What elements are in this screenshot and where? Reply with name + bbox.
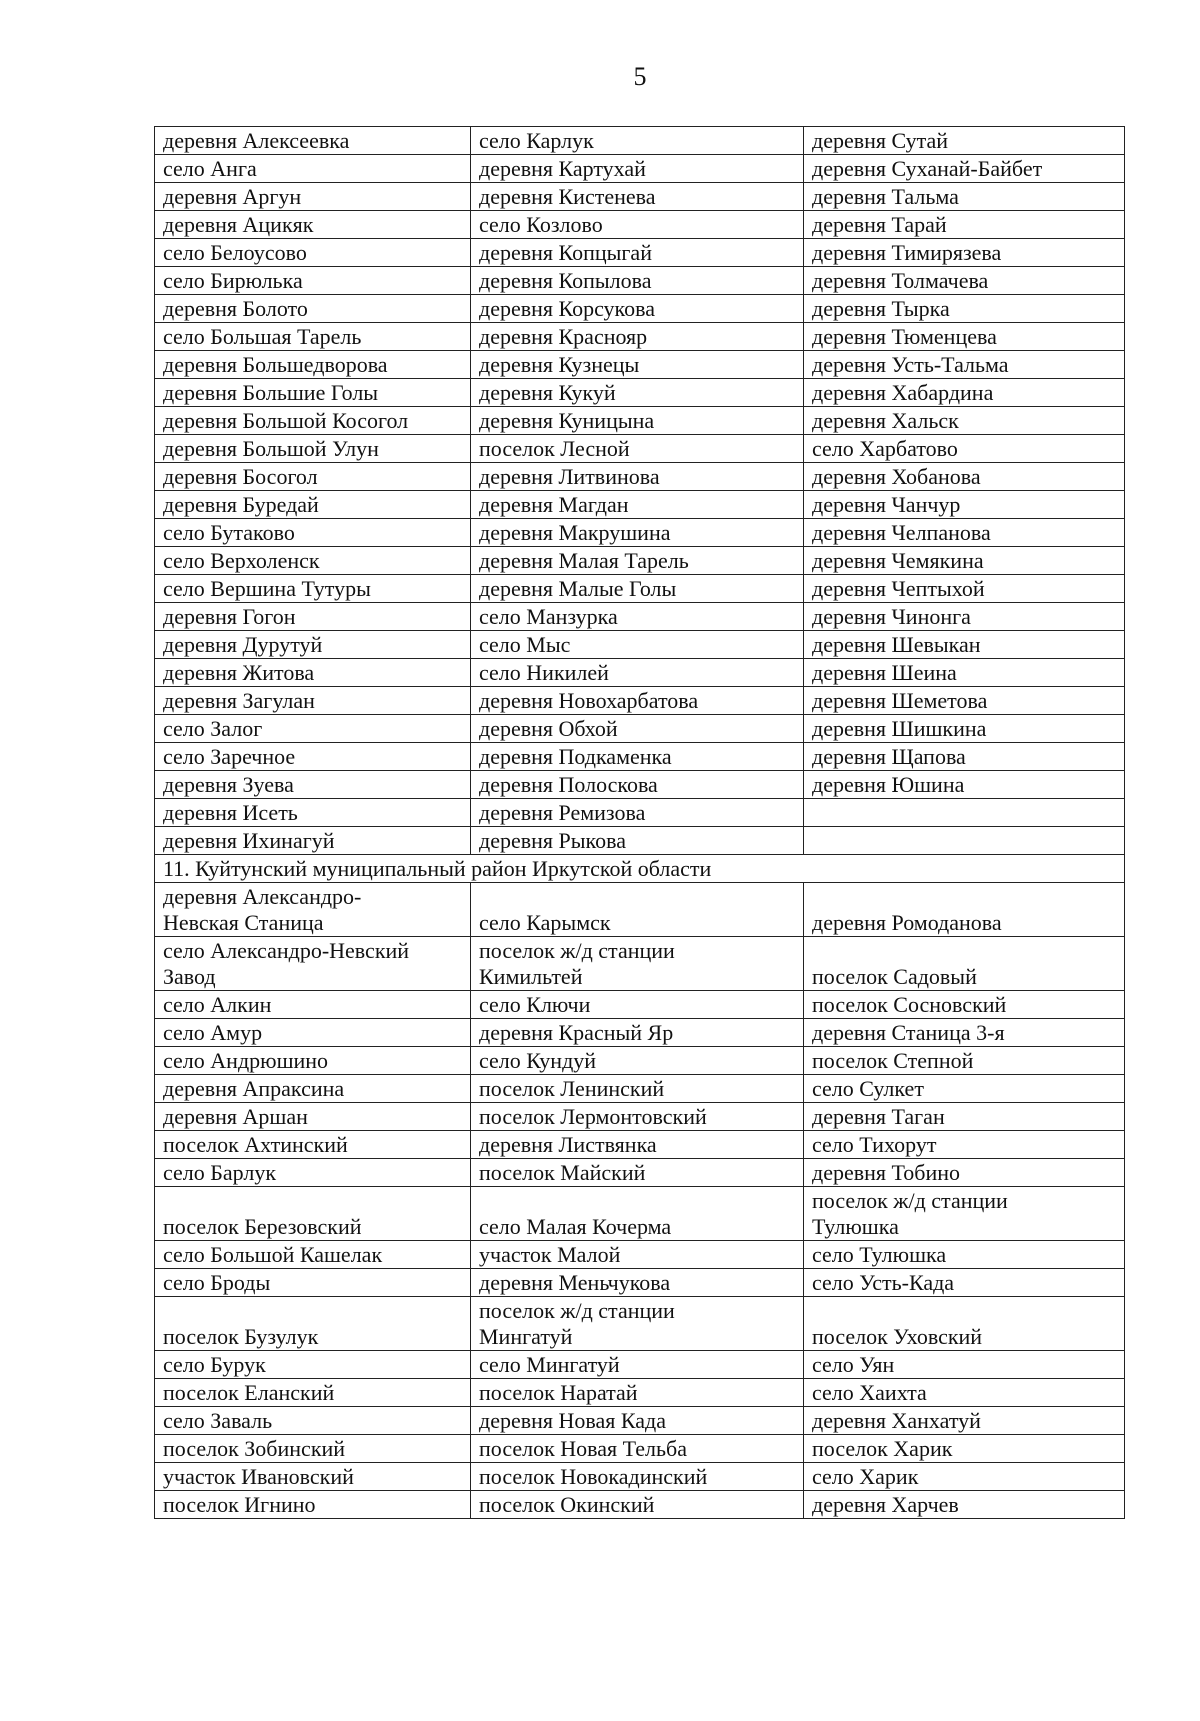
- table-cell: деревня Болото: [155, 295, 471, 323]
- table-cell: деревня Корсукова: [471, 295, 804, 323]
- table-cell: село Хаихта: [804, 1379, 1125, 1407]
- table-row: [155, 435, 1125, 463]
- table-row: [155, 883, 1125, 937]
- table-row: [155, 603, 1125, 631]
- table-cell: деревня Таган: [804, 1103, 1125, 1131]
- table-cell: деревня Хальск: [804, 407, 1125, 435]
- table-cell: поселок Игнино: [155, 1491, 471, 1519]
- table-row: [155, 1131, 1125, 1159]
- table-cell: село Барлук: [155, 1159, 471, 1187]
- table-row: [155, 631, 1125, 659]
- table-cell: деревня Суханай-Байбет: [804, 155, 1125, 183]
- table-cell: деревня Красный Яр: [471, 1019, 804, 1047]
- table-cell: деревня Дурутуй: [155, 631, 471, 659]
- table-cell: участок Малой: [471, 1241, 804, 1269]
- table-row: [155, 323, 1125, 351]
- page-number: 5: [633, 62, 647, 91]
- table-cell: деревня Толмачева: [804, 267, 1125, 295]
- table-cell: поселок Харик: [804, 1435, 1125, 1463]
- table-cell: деревня Шишкина: [804, 715, 1125, 743]
- table-cell: деревня Юшина: [804, 771, 1125, 799]
- section-heading-row: [155, 855, 1125, 883]
- table-row: [155, 351, 1125, 379]
- table-cell: деревня Магдан: [471, 491, 804, 519]
- table-cell: село Никилей: [471, 659, 804, 687]
- table-cell: село Ключи: [471, 991, 804, 1019]
- table-cell: поселок Бузулук: [155, 1297, 471, 1351]
- table-cell: деревня Чинонга: [804, 603, 1125, 631]
- table-cell: село Манзурка: [471, 603, 804, 631]
- table-row: [155, 1379, 1125, 1407]
- table-cell: поселок ж/д станции Кимильтей: [471, 937, 804, 991]
- table-cell: село Броды: [155, 1269, 471, 1297]
- table-cell: деревня Щапова: [804, 743, 1125, 771]
- table-row: [155, 1187, 1125, 1241]
- table-cell: поселок Уховский: [804, 1297, 1125, 1351]
- table-cell: поселок Березовский: [155, 1187, 471, 1241]
- table-cell: село Карымск: [471, 883, 804, 937]
- table-row: [155, 407, 1125, 435]
- table-cell: деревня Ацикяк: [155, 211, 471, 239]
- table-cell: поселок Садовый: [804, 937, 1125, 991]
- table-row: [155, 295, 1125, 323]
- table-row: [155, 1269, 1125, 1297]
- table-row: [155, 1491, 1125, 1519]
- table-cell: поселок Лермонтовский: [471, 1103, 804, 1131]
- table-cell: село Бутаково: [155, 519, 471, 547]
- table-row: [155, 239, 1125, 267]
- table-cell: село Алкин: [155, 991, 471, 1019]
- table-cell: село Александро-Невский Завод: [155, 937, 471, 991]
- table-cell: деревня Ихинагуй: [155, 827, 471, 855]
- table-cell: [804, 827, 1125, 855]
- table-cell: село Заваль: [155, 1407, 471, 1435]
- table-cell: деревня Подкаменка: [471, 743, 804, 771]
- table-row: [155, 463, 1125, 491]
- table-cell: деревня Тарай: [804, 211, 1125, 239]
- table-row: [155, 1435, 1125, 1463]
- table-cell: поселок ж/д станции Тулюшка: [804, 1187, 1125, 1241]
- table-cell: село Залог: [155, 715, 471, 743]
- table-cell: деревня Хобанова: [804, 463, 1125, 491]
- table-cell: село Малая Кочерма: [471, 1187, 804, 1241]
- table-cell: поселок Зобинский: [155, 1435, 471, 1463]
- table-cell: деревня Рыкова: [471, 827, 804, 855]
- table-cell: деревня Житова: [155, 659, 471, 687]
- table-row: [155, 491, 1125, 519]
- table-cell: поселок Ахтинский: [155, 1131, 471, 1159]
- table-cell: деревня Обхой: [471, 715, 804, 743]
- table-cell: село Верхоленск: [155, 547, 471, 575]
- table-row: [155, 1407, 1125, 1435]
- table-row: [155, 991, 1125, 1019]
- table-cell: село Бурук: [155, 1351, 471, 1379]
- table-row: [155, 211, 1125, 239]
- table-cell: [804, 799, 1125, 827]
- table-cell: деревня Шевыкан: [804, 631, 1125, 659]
- table-cell: деревня Полоскова: [471, 771, 804, 799]
- table-cell: село Большая Тарель: [155, 323, 471, 351]
- table-cell: деревня Харчев: [804, 1491, 1125, 1519]
- table-cell: деревня Макрушина: [471, 519, 804, 547]
- table-cell: деревня Челпанова: [804, 519, 1125, 547]
- table-row: [155, 715, 1125, 743]
- table-cell: деревня Тальма: [804, 183, 1125, 211]
- table-cell: село Амур: [155, 1019, 471, 1047]
- table-cell: деревня Ханхатуй: [804, 1407, 1125, 1435]
- table-row: [155, 155, 1125, 183]
- table-cell: деревня Большой Косогол: [155, 407, 471, 435]
- table-cell: село Усть-Када: [804, 1269, 1125, 1297]
- table-cell: деревня Шеметова: [804, 687, 1125, 715]
- table-cell: деревня Литвинова: [471, 463, 804, 491]
- table-cell: деревня Тобино: [804, 1159, 1125, 1187]
- table-cell: деревня Копылова: [471, 267, 804, 295]
- table-cell: деревня Ремизова: [471, 799, 804, 827]
- table-cell: село Кундуй: [471, 1047, 804, 1075]
- table-cell: деревня Тырка: [804, 295, 1125, 323]
- table-row: [155, 659, 1125, 687]
- table-row: [155, 1019, 1125, 1047]
- table-cell: село Сулкет: [804, 1075, 1125, 1103]
- table-row: [155, 575, 1125, 603]
- table-row: [155, 1297, 1125, 1351]
- table-row: [155, 547, 1125, 575]
- table-row: [155, 1047, 1125, 1075]
- table-cell: село Андрюшино: [155, 1047, 471, 1075]
- section-heading: 11. Куйтунский муниципальный район Иркутской области: [155, 855, 1125, 883]
- table-cell: поселок Сосновский: [804, 991, 1125, 1019]
- table-cell: деревня Листвянка: [471, 1131, 804, 1159]
- table-cell: деревня Чемякина: [804, 547, 1125, 575]
- settlements-table: [154, 126, 1125, 1519]
- table-cell: село Уян: [804, 1351, 1125, 1379]
- table-cell: поселок Окинский: [471, 1491, 804, 1519]
- table-cell: деревня Шеина: [804, 659, 1125, 687]
- table-cell: деревня Куницына: [471, 407, 804, 435]
- table-row: [155, 1241, 1125, 1269]
- table-part-2: [155, 883, 1125, 1519]
- table-cell: село Мыс: [471, 631, 804, 659]
- table-cell: деревня Буредай: [155, 491, 471, 519]
- table-cell: деревня Краснояр: [471, 323, 804, 351]
- table-cell: деревня Алексеевка: [155, 127, 471, 155]
- table-row: [155, 1351, 1125, 1379]
- table-row: [155, 1159, 1125, 1187]
- table-cell: деревня Ромоданова: [804, 883, 1125, 937]
- table-cell: деревня Картухай: [471, 155, 804, 183]
- table-cell: село Анга: [155, 155, 471, 183]
- table-cell: деревня Кистенева: [471, 183, 804, 211]
- table-row: [155, 1463, 1125, 1491]
- table-cell: деревня Большедворова: [155, 351, 471, 379]
- table-row: [155, 1075, 1125, 1103]
- table-cell: деревня Чанчур: [804, 491, 1125, 519]
- table-row: [155, 1103, 1125, 1131]
- table-part-1: [155, 127, 1125, 855]
- table-row: [155, 799, 1125, 827]
- table-row: [155, 687, 1125, 715]
- table-cell: поселок Еланский: [155, 1379, 471, 1407]
- table-cell: деревня Копцыгай: [471, 239, 804, 267]
- table-cell: поселок Степной: [804, 1047, 1125, 1075]
- table-cell: деревня Малые Голы: [471, 575, 804, 603]
- table-section-heading-group: [155, 855, 1125, 883]
- table-cell: село Харик: [804, 1463, 1125, 1491]
- table-cell: деревня Станица 3-я: [804, 1019, 1125, 1047]
- table-cell: поселок ж/д станции Мингатуй: [471, 1297, 804, 1351]
- table-cell: деревня Босогол: [155, 463, 471, 491]
- table-cell: деревня Хабардина: [804, 379, 1125, 407]
- table-cell: село Тихорут: [804, 1131, 1125, 1159]
- table-cell: село Мингатуй: [471, 1351, 804, 1379]
- table-cell: деревня Загулан: [155, 687, 471, 715]
- table-row: [155, 827, 1125, 855]
- table-row: [155, 771, 1125, 799]
- table-cell: деревня Тюменцева: [804, 323, 1125, 351]
- table-cell: деревня Апраксина: [155, 1075, 471, 1103]
- table-cell: село Белоусово: [155, 239, 471, 267]
- table-cell: деревня Большие Голы: [155, 379, 471, 407]
- table-cell: поселок Ленинский: [471, 1075, 804, 1103]
- table-cell: деревня Александро- Невская Станица: [155, 883, 471, 937]
- table-cell: деревня Тимирязева: [804, 239, 1125, 267]
- table-cell: деревня Малая Тарель: [471, 547, 804, 575]
- table-cell: участок Ивановский: [155, 1463, 471, 1491]
- table-row: [155, 743, 1125, 771]
- table-cell: деревня Усть-Тальма: [804, 351, 1125, 379]
- table-row: [155, 127, 1125, 155]
- table-cell: поселок Наратай: [471, 1379, 804, 1407]
- table-cell: село Карлук: [471, 127, 804, 155]
- table-row: [155, 267, 1125, 295]
- table-cell: поселок Майский: [471, 1159, 804, 1187]
- table-cell: поселок Новая Тельба: [471, 1435, 804, 1463]
- table-cell: деревня Исеть: [155, 799, 471, 827]
- table-cell: деревня Новохарбатова: [471, 687, 804, 715]
- table-cell: деревня Кузнецы: [471, 351, 804, 379]
- table-cell: поселок Лесной: [471, 435, 804, 463]
- table-cell: село Заречное: [155, 743, 471, 771]
- table-cell: деревня Чептыхой: [804, 575, 1125, 603]
- table-row: [155, 379, 1125, 407]
- table-cell: деревня Меньчукова: [471, 1269, 804, 1297]
- table-cell: село Большой Кашелак: [155, 1241, 471, 1269]
- table-cell: деревня Новая Када: [471, 1407, 804, 1435]
- table-cell: село Козлово: [471, 211, 804, 239]
- table-row: [155, 519, 1125, 547]
- table-cell: деревня Кукуй: [471, 379, 804, 407]
- table-cell: деревня Аргун: [155, 183, 471, 211]
- table-cell: село Харбатово: [804, 435, 1125, 463]
- table-cell: деревня Зуева: [155, 771, 471, 799]
- table-cell: деревня Гогон: [155, 603, 471, 631]
- table-row: [155, 937, 1125, 991]
- table-cell: село Вершина Тутуры: [155, 575, 471, 603]
- table-row: [155, 183, 1125, 211]
- table-cell: деревня Большой Улун: [155, 435, 471, 463]
- table-cell: село Тулюшка: [804, 1241, 1125, 1269]
- table-cell: село Бирюлька: [155, 267, 471, 295]
- table-cell: поселок Новокадинский: [471, 1463, 804, 1491]
- table-cell: деревня Аршан: [155, 1103, 471, 1131]
- table-cell: деревня Сутай: [804, 127, 1125, 155]
